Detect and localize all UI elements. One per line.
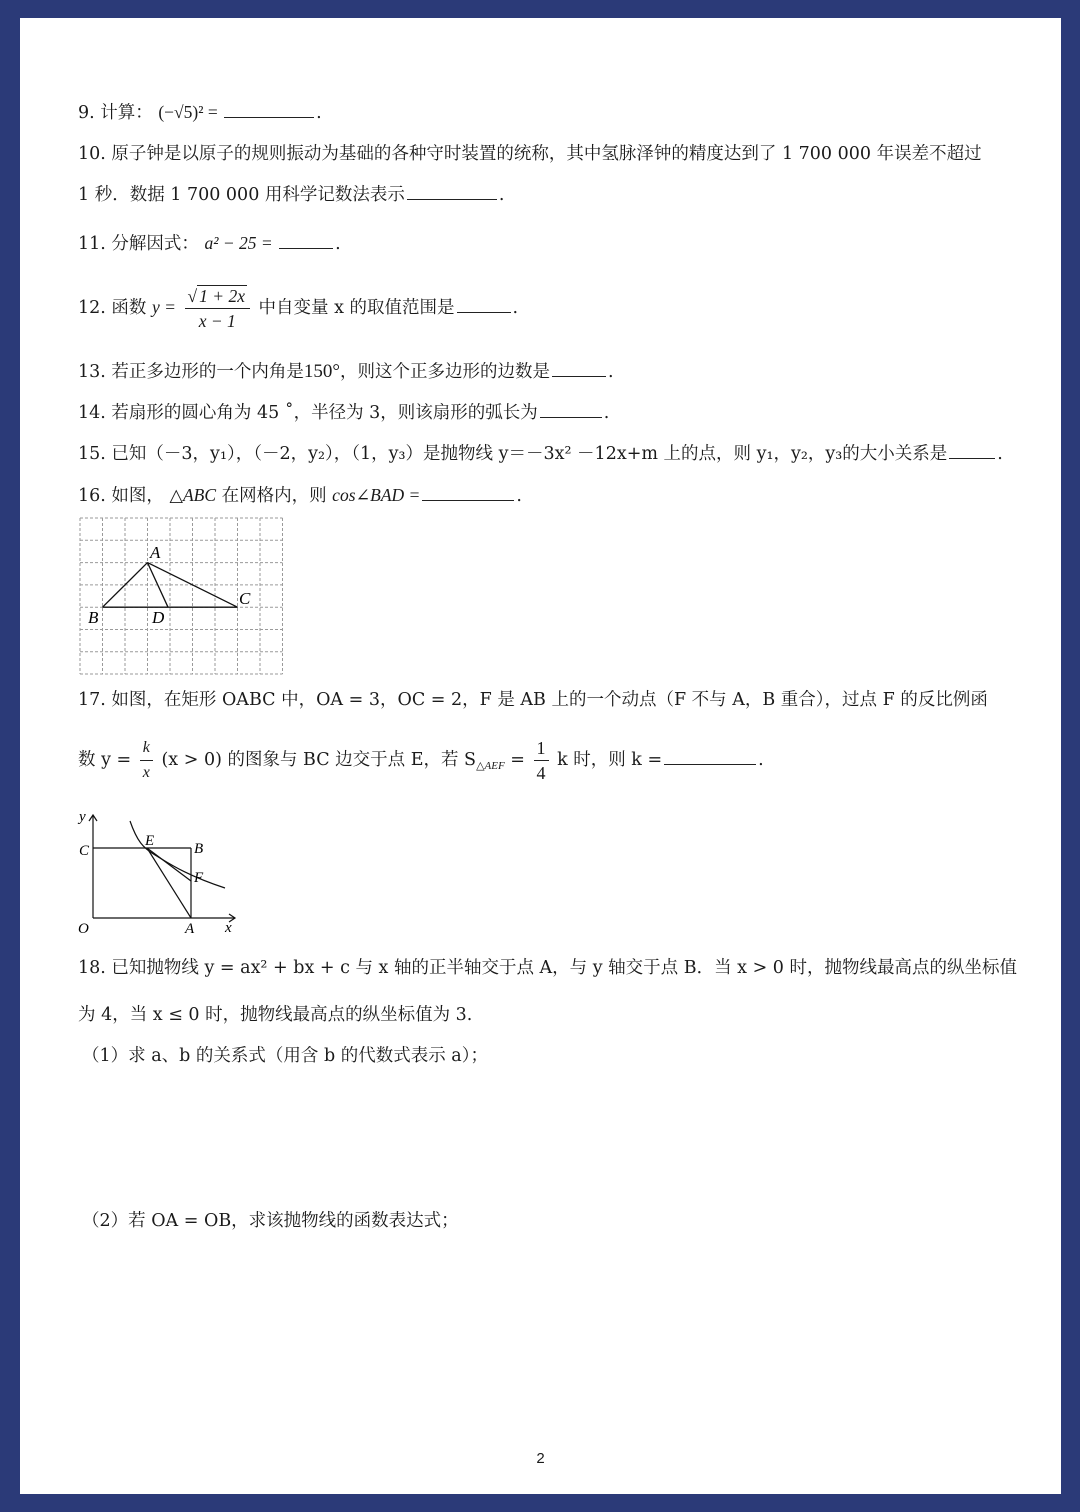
- question-text: k 时，则 k =: [557, 750, 663, 770]
- period: .: [608, 362, 614, 382]
- radicand: 1 + 2x: [199, 286, 245, 306]
- question-text: 1 秒．数据 1 700 000 用科学记数法表示: [78, 185, 405, 205]
- figure-16-grid-triangle: [78, 516, 286, 676]
- label-e: E: [145, 833, 155, 849]
- period: .: [498, 185, 505, 205]
- question-number: 11.: [78, 234, 106, 254]
- rectangle-oabc: [93, 821, 225, 918]
- answer-blank: [949, 444, 995, 459]
- question-text: ，则这个正多边形的边数是: [340, 362, 551, 382]
- question-11: [78, 231, 341, 256]
- axes: [89, 815, 235, 922]
- exam-page: [20, 18, 1061, 1494]
- fraction-denominator: x: [142, 764, 150, 781]
- equals: =: [504, 750, 525, 770]
- question-16: [78, 483, 522, 508]
- answer-blank: [540, 403, 602, 418]
- page-number: 2: [536, 1450, 545, 1467]
- question-18-line-1: 18. 已知抛物线 y = ax² + bx + c 与 x 轴的正半轴交于点 A，与 y 轴交于点 B．当 x > 0 时，抛物线最高点的纵坐标值: [78, 958, 1018, 978]
- question-text: (x > 0) 的图象与 BC 边交于点 E，若 S: [161, 750, 477, 770]
- label-c: C: [239, 589, 251, 608]
- question-12: [78, 284, 518, 333]
- fraction-k-over-x: [140, 736, 153, 785]
- period: .: [512, 298, 519, 318]
- period: .: [603, 403, 610, 423]
- question-label: 计算：: [100, 103, 153, 123]
- period: .: [516, 486, 522, 506]
- subscript: △AEF: [476, 760, 505, 772]
- period: .: [997, 444, 1003, 464]
- question-10-line-2: [78, 183, 504, 207]
- grid-lines: [80, 518, 283, 674]
- question-18-part-1: （1）求 a、b 的关系式（用含 b 的代数式表示 a）；: [82, 1046, 488, 1066]
- period: .: [316, 103, 322, 123]
- question-label: 如图，: [111, 486, 164, 506]
- question-text: 在网格内，则: [221, 486, 327, 506]
- fraction-numerator: √ 1 + 2x: [185, 284, 250, 309]
- question-15: [78, 442, 1003, 466]
- fraction-one-quarter: [534, 736, 549, 785]
- math-expression: cos∠BAD =: [332, 485, 421, 505]
- label-d: D: [152, 608, 165, 627]
- answer-blank: [457, 298, 511, 313]
- fraction-denominator: 4: [536, 763, 546, 783]
- question-number: 13.: [78, 362, 106, 382]
- angle-value: 150°: [303, 361, 341, 382]
- question-number: 15.: [78, 444, 106, 464]
- question-label: 函数: [111, 298, 147, 318]
- question-18-line-2: 为 4，当 x ≤ 0 时，抛物线最高点的纵坐标值为 3.: [78, 1005, 473, 1025]
- answer-blank: [224, 103, 314, 118]
- label-b: B: [194, 841, 204, 857]
- question-number: 12.: [78, 298, 106, 318]
- question-10-line-1: 10. 原子钟是以原子的规则振动为基础的各种守时装置的统称，其中氢脉泽钟的精度达到了 1 700 000 年误差不超过: [78, 144, 982, 164]
- question-17-line-1: 17. 如图，在矩形 OABC 中，OA = 3，OC = 2，F 是 AB 上的一个动点（F 不与 A，B 重合），过点 F 的反比例函: [78, 690, 988, 710]
- question-number: 14.: [78, 403, 106, 423]
- question-17-line-2: [78, 736, 764, 785]
- label-c: C: [79, 843, 90, 859]
- question-number: 16.: [78, 486, 106, 506]
- question-text: 若扇形的圆心角为 45 ˚，半径为 3，则该扇形的弧长为: [111, 403, 538, 423]
- label-a: A: [185, 921, 195, 937]
- triangle-name: △ABC: [169, 485, 217, 505]
- label-y: y: [79, 809, 86, 825]
- period: .: [335, 234, 341, 254]
- math-expression: y =: [152, 297, 176, 317]
- math-expression: (−√5)² =: [158, 102, 223, 122]
- question-13: [78, 360, 614, 384]
- label-f: F: [194, 870, 204, 886]
- question-14: [78, 401, 609, 425]
- question-18-part-2: （2）若 OA = OB，求该抛物线的函数表达式；: [82, 1211, 459, 1231]
- answer-blank: [552, 362, 606, 377]
- answer-blank: [407, 185, 497, 200]
- answer-blank: [279, 234, 333, 249]
- label-a: A: [150, 543, 161, 562]
- fraction-denominator: x − 1: [198, 311, 236, 331]
- figure-17-rectangle-hyperbola: [75, 803, 245, 938]
- question-text: 数 y =: [78, 750, 132, 770]
- question-text: 已知（－3，y₁），（－2，y₂），（1，y₃）是抛物线 y＝－3x² －12x+m 上的点，则 y₁，y₂，y₃的大小关系是: [111, 444, 948, 464]
- label-x: x: [225, 920, 232, 936]
- answer-blank: [422, 486, 514, 501]
- label-b: B: [88, 608, 99, 627]
- fraction: [185, 284, 250, 333]
- question-text: 若正多边形的一个内角是: [111, 362, 304, 382]
- fraction-numerator: 1: [534, 736, 549, 761]
- question-number: 9.: [78, 103, 95, 123]
- period: .: [758, 750, 764, 770]
- question-label: 分解因式：: [111, 234, 199, 254]
- math-expression: a² − 25 =: [204, 233, 278, 253]
- fraction-numerator: k: [140, 736, 153, 761]
- label-o: O: [78, 921, 89, 937]
- question-text: 中自变量 x 的取值范围是: [258, 298, 455, 318]
- question-9: [78, 100, 322, 125]
- answer-blank: [664, 750, 756, 765]
